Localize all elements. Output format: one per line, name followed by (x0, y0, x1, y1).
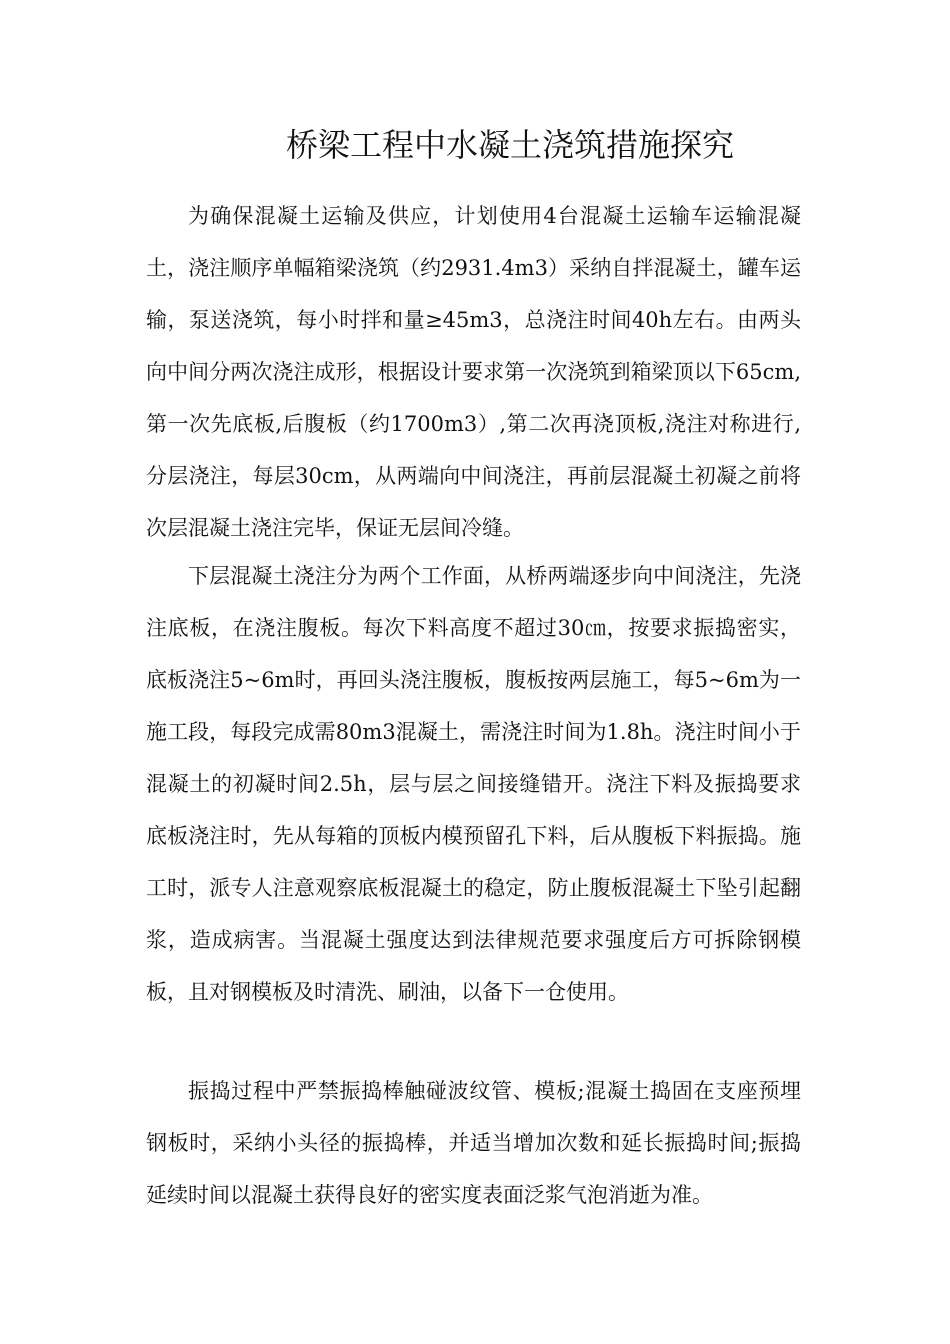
paragraph-text: 为确保混凝土运输及供应，计划使用4台混凝土运输车运输混凝土，浇注顺序单幅箱梁浇筑（约2931.4m3）采纳自拌混凝土，罐车运输，泵送浇筑，每小时拌和量≥45m3，总浇注时间40h左右。由两头向中间分两次浇注成形，根据设计要求第一次浇筑到箱梁顶以下65cm,第一次先底板,后腹板（约1700m3）,第二次再浇顶板,浇注对称进行,分层浇注，每层30cm，从两端向中间浇注，再前层混凝土初凝之前将次层混凝土浇注完毕，保证无层间冷缝。 (146, 204, 801, 540)
paragraph-3 (146, 1065, 801, 1221)
paragraph-2 (146, 550, 801, 1018)
paragraph-1 (146, 190, 801, 554)
paragraph-text: 下层混凝土浇注分为两个工作面，从桥两端逐步向中间浇注，先浇注底板，在浇注腹板。每次下料高度不超过30㎝，按要求振捣密实，底板浇注5~6m时，再回头浇注腹板，腹板按两层施工，每5~6m为一施工段，每段完成需80m3混凝土，需浇注时间为1.8h。浇注时间小于混凝土的初凝时间2.5h，层与层之间接缝错开。浇注下料及振捣要求底板浇注时，先从每箱的顶板内模预留孔下料，后从腹板下料振捣。施工时，派专人注意观察底板混凝土的稳定，防止腹板混凝土下坠引起翻浆，造成病害。当混凝土强度达到法律规范要求强度后方可拆除钢模板，且对钢模板及时清洗、刷油，以备下一仓使用。 (146, 564, 801, 1004)
paragraph-text: 振捣过程中严禁振捣棒触碰波纹管、模板;混凝土捣固在支座预埋钢板时，采纳小头径的振捣棒，并适当增加次数和延长振捣时间;振捣延续时间以混凝土获得良好的密实度表面泛浆气泡消逝为准。 (146, 1079, 801, 1207)
document-title: 桥梁工程中水凝土浇筑措施探究 (285, 126, 734, 164)
